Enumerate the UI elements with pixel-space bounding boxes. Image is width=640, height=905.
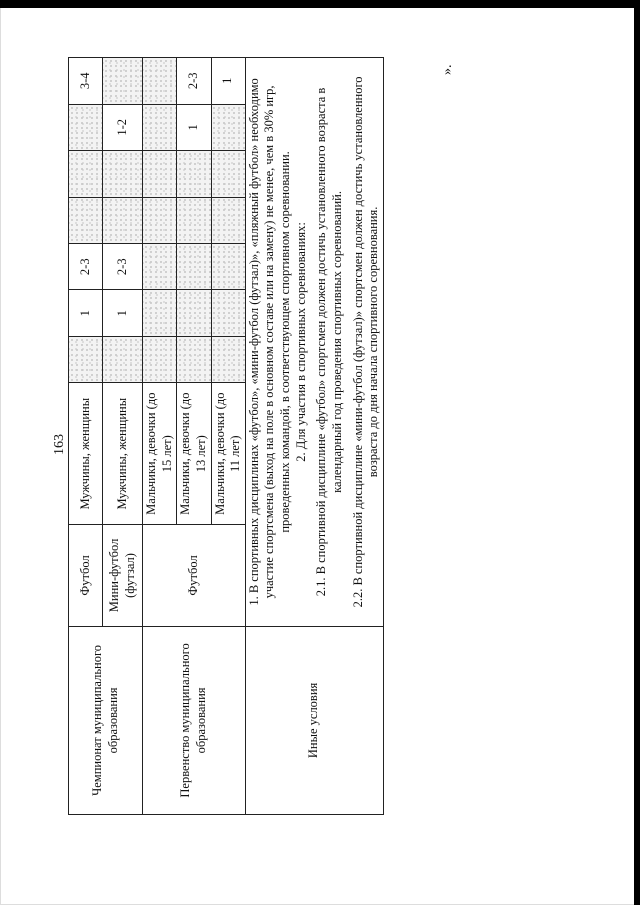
table-row bbox=[143, 58, 177, 815]
scan-border-right bbox=[634, 0, 640, 905]
value-cell bbox=[103, 197, 143, 243]
value-cell: 1 bbox=[177, 104, 211, 150]
group-cell: Мужчины, женщины bbox=[103, 383, 143, 525]
condition-paragraph-3: 2.1. В спортивной дисциплине «футбол» спортсмен должен достичь установленного возраста в календарный год проведения спортивных соревнований. bbox=[314, 87, 344, 597]
value-cell bbox=[69, 104, 103, 150]
rotated-content bbox=[52, 55, 498, 815]
value-cell bbox=[69, 197, 103, 243]
condition-paragraph-4: 2.2. В спортивной дисциплине «мини-футбол (футзал)» спортсмен должен достичь установленного возраста до дня начала спортивного соревнования. bbox=[350, 76, 381, 608]
value-cell: 2-3 bbox=[177, 58, 211, 105]
condition-paragraph-1: 1. В спортивных дисциплинах «футбол», «мини-футбол (футзал)», «пляжный футбол» необходимо участие спортсмена (выход на поле в основном составе или на замену) не менее, чем в 30% игр, проведенных командой, в соответствующем спортивном соревновании. bbox=[246, 78, 292, 606]
value-cell bbox=[143, 197, 177, 243]
value-cell bbox=[211, 151, 245, 197]
value-cell bbox=[143, 151, 177, 197]
value-cell bbox=[211, 290, 245, 336]
value-cell bbox=[143, 290, 177, 336]
value-cell: 1 bbox=[211, 58, 245, 105]
value-cell bbox=[103, 151, 143, 197]
value-cell bbox=[211, 336, 245, 382]
condition-paragraph-2: 2. Для участия в спортивных соревнованиях: bbox=[293, 222, 308, 462]
value-cell: 3-4 bbox=[69, 58, 103, 105]
value-cell bbox=[177, 336, 211, 382]
value-cell bbox=[177, 197, 211, 243]
group-cell: Мальчики, девочки (до 13 лет) bbox=[177, 383, 211, 525]
value-cell bbox=[103, 58, 143, 105]
page-number: 163 bbox=[52, 434, 67, 455]
value-cell bbox=[211, 104, 245, 150]
qualification-table bbox=[68, 57, 384, 815]
group-cell: Мальчики, девочки (до 15 лет) bbox=[143, 383, 177, 525]
value-cell: 2-3 bbox=[69, 243, 103, 289]
event-cell: Первенство муниципального образования bbox=[143, 626, 246, 814]
discipline-cell: Мини-футбол (футзал) bbox=[103, 525, 143, 627]
value-cell bbox=[69, 336, 103, 382]
event-cell: Чемпионат муниципального образования bbox=[69, 626, 143, 814]
value-cell: 1 bbox=[69, 290, 103, 336]
value-cell bbox=[177, 151, 211, 197]
value-cell bbox=[103, 336, 143, 382]
discipline-cell: Футбол bbox=[143, 525, 246, 627]
value-cell bbox=[211, 243, 245, 289]
value-cell: 1 bbox=[103, 290, 143, 336]
group-cell: Мальчики, девочки (до 11 лет) bbox=[211, 383, 245, 525]
value-cell bbox=[143, 336, 177, 382]
closing-mark: ». bbox=[440, 64, 455, 75]
value-cell: 2-3 bbox=[103, 243, 143, 289]
value-cell bbox=[177, 290, 211, 336]
value-cell bbox=[211, 197, 245, 243]
other-conditions-text bbox=[245, 58, 383, 627]
value-cell bbox=[177, 243, 211, 289]
discipline-cell: Футбол bbox=[69, 525, 103, 627]
value-cell bbox=[143, 58, 177, 105]
value-cell bbox=[143, 243, 177, 289]
scan-border-top bbox=[0, 0, 640, 8]
value-cell bbox=[143, 104, 177, 150]
group-cell: Мужчины, женщины bbox=[69, 383, 103, 525]
value-cell bbox=[69, 151, 103, 197]
table-row-other-conditions bbox=[245, 58, 383, 815]
table-row bbox=[69, 58, 103, 815]
value-cell: 1-2 bbox=[103, 104, 143, 150]
other-conditions-label: Иные условия bbox=[245, 626, 383, 814]
